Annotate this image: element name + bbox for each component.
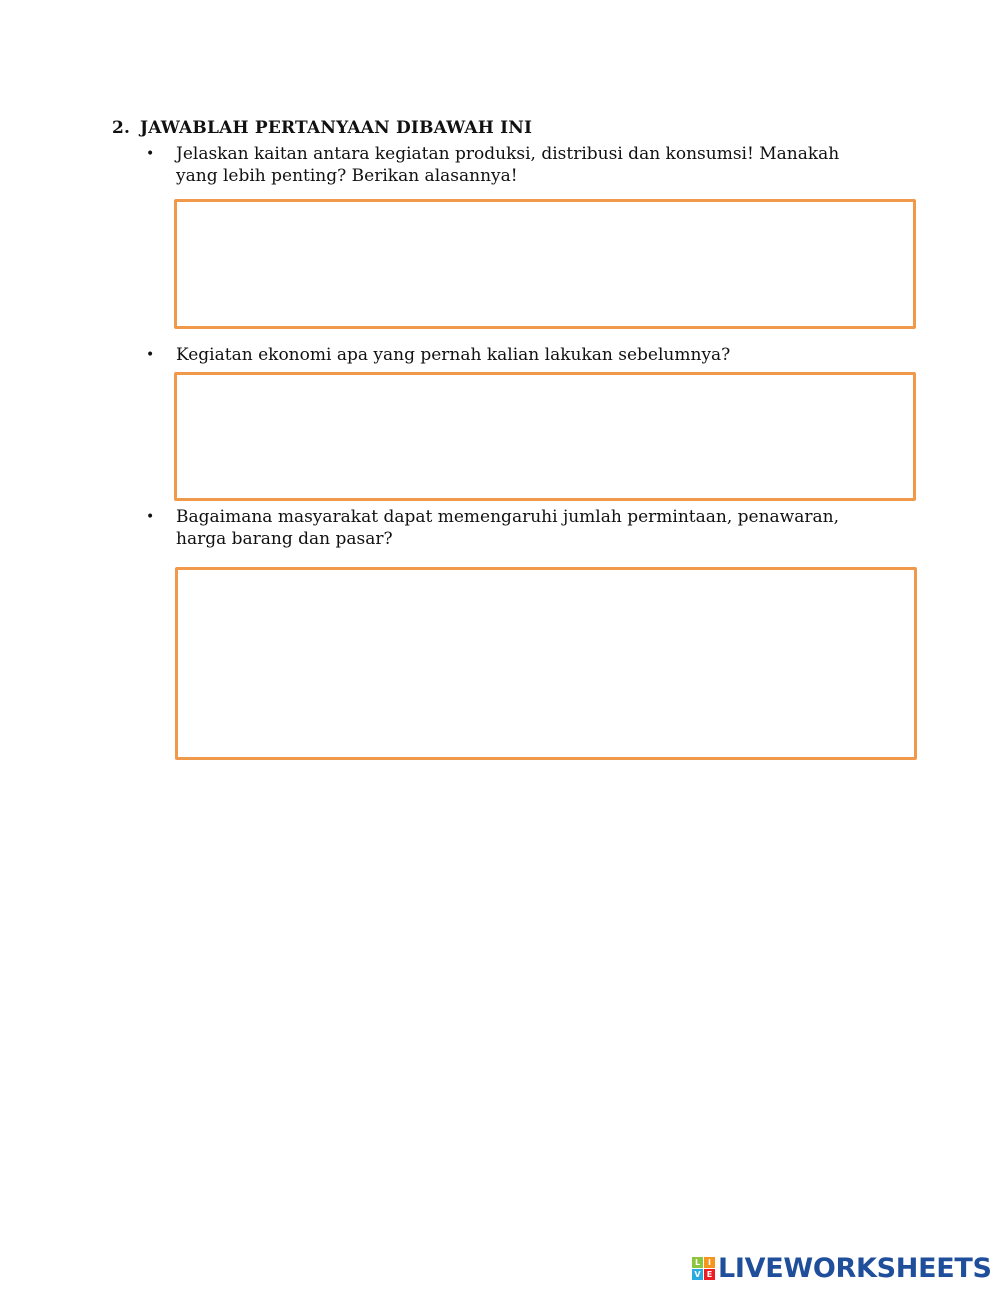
bullet-icon: •	[146, 347, 155, 363]
question-1-text	[176, 143, 876, 187]
logo-mark-l: L	[692, 1257, 703, 1268]
section-heading	[112, 118, 532, 138]
liveworksheets-logo-icon	[692, 1257, 715, 1280]
logo-text: LIVEWORKSHEETS	[718, 1252, 992, 1284]
bullet-icon: •	[146, 146, 155, 162]
liveworksheets-logo	[692, 1252, 992, 1284]
question-1-line-2: yang lebih penting? Berikan alasannya!	[176, 166, 518, 186]
logo-mark-i: I	[704, 1257, 715, 1268]
section-title: JAWABLAH PERTANYAAN DIBAWAH INI	[140, 118, 533, 138]
bullet-icon: •	[146, 509, 155, 525]
question-3-line-2: harga barang dan pasar?	[176, 529, 393, 549]
answer-field-2[interactable]	[174, 372, 916, 501]
logo-mark-e: E	[704, 1269, 715, 1280]
question-1-line-1: Jelaskan kaitan antara kegiatan produksi, distribusi dan konsumsi! Manakah	[176, 144, 840, 164]
question-2-line-1: Kegiatan ekonomi apa yang pernah kalian lakukan sebelumnya?	[176, 345, 731, 365]
answer-field-3[interactable]	[175, 567, 917, 760]
logo-mark-v: V	[692, 1269, 703, 1280]
section-number: 2.	[112, 118, 131, 138]
answer-field-1[interactable]	[174, 199, 916, 329]
question-3-line-1: Bagaimana masyarakat dapat memengaruhi jumlah permintaan, penawaran,	[176, 507, 839, 527]
question-2-text	[176, 344, 876, 366]
question-3-text	[176, 506, 876, 550]
